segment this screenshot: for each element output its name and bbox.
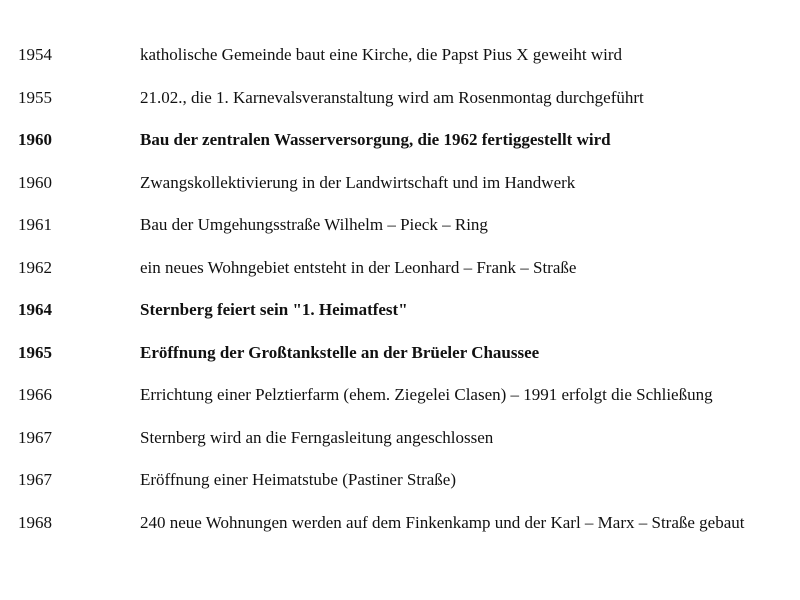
entry-text: 240 neue Wohnungen werden auf dem Finkenkamp und der Karl – Marx – Straße gebaut (140, 513, 745, 532)
entry-year: 1960 (18, 173, 52, 192)
entry-text: Eröffnung einer Heimatstube (Pastiner Straße) (140, 470, 456, 489)
entry-year: 1967 (18, 428, 52, 447)
entry-year: 1965 (18, 343, 52, 362)
entry-year: 1962 (18, 258, 52, 277)
entry-year: 1961 (18, 215, 52, 234)
entry-text: katholische Gemeinde baut eine Kirche, die Papst Pius X geweiht wird (140, 45, 623, 64)
entry-text: Bau der Umgehungsstraße Wilhelm – Pieck – Ring (140, 215, 488, 234)
entry-year: 1966 (18, 385, 52, 404)
entry-year: 1968 (18, 513, 52, 532)
entry-text: Bau der zentralen Wasserversorgung, die 1962 fertiggestellt wird (140, 130, 611, 149)
entry-text: ein neues Wohngebiet entsteht in der Leonhard – Frank – Straße (140, 258, 577, 277)
entry-text: 21.02., die 1. Karnevalsveranstaltung wird am Rosenmontag durchgeführt (140, 88, 644, 107)
entry-year: 1964 (18, 300, 52, 319)
entry-year: 1967 (18, 470, 52, 489)
entry-text: Sternberg wird an die Ferngasleitung angeschlossen (140, 428, 494, 447)
entry-text: Sternberg feiert sein "1. Heimatfest" (140, 300, 408, 319)
entry-year: 1955 (18, 88, 52, 107)
entry-year: 1960 (18, 130, 52, 149)
entry-year: 1954 (18, 45, 52, 64)
entry-text: Zwangskollektivierung in der Landwirtschaft und im Handwerk (140, 173, 576, 192)
entry-text: Eröffnung der Großtankstelle an der Brüeler Chaussee (140, 343, 540, 362)
entry-text: Errichtung einer Pelztierfarm (ehem. Ziegelei Clasen) – 1991 erfolgt die Schließung (140, 385, 713, 404)
